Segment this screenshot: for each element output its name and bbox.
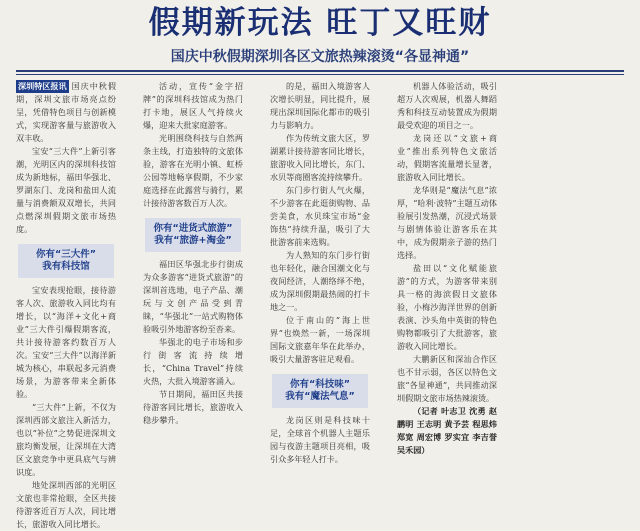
reporter-credit: （记者 叶志卫 沈勇 赵鹏明 王志明 黄予芸 程思炜 郑宽 周宏博 罗实宜 李吉誉 吴禾园） [397, 406, 497, 455]
body-paragraph: 为人熟知的东门步行街也年轻化，融合国潮文化与夜间经济，人潮络绎不绝，成为深圳假期最热闹的打卡地之一。 [270, 250, 370, 312]
article-column-2 [143, 80, 243, 425]
callout-line: 你有“三大件” [36, 249, 96, 260]
body-paragraph: 作为传统文旅大区，罗湖累计接待游客同比增长，旅游收入同比增长，东门、水贝等商圈客流持续攀升。 [270, 133, 370, 182]
body-paragraph: 地处深圳西部的光明区文旅也非常抢眼，全区共接待游客近百万人次，同比增长，旅游收入同比增长。 [16, 480, 116, 529]
body-paragraph: 节日期间，福田区共接待游客同比增长，旅游收入稳步攀升。 [143, 389, 243, 425]
body-paragraph: 机器人体验活动，吸引超万人次观展，机器人舞蹈秀和科技互动装置成为假期最受欢迎的项目之一。 [397, 81, 497, 130]
callout-line: 你有“科技味” [290, 379, 350, 390]
body-paragraph: 华强北的电子市场和步行街客流持续增长，“China Travel”持续火热，大批入境游客涌入。 [143, 337, 243, 386]
article-column-3 [270, 80, 370, 464]
body-paragraph: 活动，宣传“金字招牌”的深圳科技馆成为热门打卡地，展区人气持续火爆，迎来大批家庭游客。 [143, 81, 243, 130]
callout-line: 我有科技馆 [42, 261, 90, 272]
lead-paragraph [16, 80, 116, 145]
body-paragraph: 盐田以“文化赋能旅游”的方式，为游客带来别具一格的海滨假日文旅体验，小梅沙海洋世界的创新表演、沙头角中英街的特色购物都吸引了大批游客，旅游收入同比增长。 [397, 263, 497, 351]
divider-rule [16, 70, 624, 72]
body-paragraph: 位于南山的“海上世界”也焕然一新，一场深圳国际文旅嘉年华在此举办，吸引大量游客驻足观看。 [270, 315, 370, 364]
callout-line: 我有“旅游+淘金” [154, 235, 232, 246]
divider-rule-thin [16, 74, 624, 75]
body-paragraph: 宝安“三大件”上新引客潮，光明区内的深圳科技馆成为新地标，福田华强北、罗湖东门、龙岗和盐田人流量与消费额双双增长，共同点燃深圳假期文旅市场热度。 [16, 146, 116, 234]
lead-text: 国庆中秋假期，深圳文旅市场亮点纷呈，凭借特色项目与创新模式，实现游客量与旅游收入双丰收。 [16, 81, 116, 143]
body-paragraph: 龙岗还以“文旅+商业”推出系列特色文旅活动，假期客流量增长显著，旅游收入同比增长。 [397, 133, 497, 182]
section-heading-callout [18, 244, 114, 278]
article-column-1 [16, 80, 116, 529]
body-paragraph: 龙岗区则是科技味十足，全球首个机器人主题乐园与夜游主题项目亮相，吸引众多年轻人打卡。 [270, 415, 370, 464]
dateline-badge: 深圳特区报讯 [18, 81, 67, 91]
body-paragraph: “三大件”上新，不仅为深圳西部文旅注入新活力，也以“补位”之势促进深圳文旅均衡发展，让深圳在大湾区文旅竞争中更具底气与辨识度。 [16, 402, 116, 477]
callout-line: 你有“进货式旅游” [153, 223, 233, 234]
callout-line: 我有“魔法气息” [285, 391, 355, 402]
body-paragraph: 福田区华强北步行街成为众多游客“进货式旅游”的深圳首选地，电子产品、潮玩与文创产品受到青睐，“华强北”一站式购物体验吸引外地游客纷至沓来。 [143, 259, 243, 334]
headline: 假期新玩法 旺丁又旺财 [148, 5, 492, 41]
body-paragraph: 龙华则是“魔法气息”浓厚，“哈利·波特”主题互动体验展引发热潮，沉浸式场景与剧情体验让游客乐在其中，成为假期亲子游的热门选择。 [397, 185, 497, 260]
body-paragraph: 光明围绕科技与自然两条主线，打造独特的文旅体验，游客在光明小镇、虹桥公园等地畅享假期，不少家庭选择在此露营与骑行，累计接待游客数百万人次。 [143, 133, 243, 208]
section-heading-callout [272, 374, 368, 408]
body-paragraph: 宝安表现抢眼，接待游客人次、旅游收入同比均有增长，以“海洋+文化+商业”三大件引爆假期客流，共计接待游客约数百万人次。宝安“三大件”以海洋新城为核心，串联起多元消费场景，为游客带来全新体验。 [16, 285, 116, 399]
body-paragraph: 的是，福田入境游客人次增长明显，同比提升，展现出深圳国际化都市的吸引力与影响力。 [270, 81, 370, 130]
body-paragraph: 东门步行街人气火爆，不少游客在此逛街购物、品尝美食，水贝珠宝市场“金饰热”持续升温，吸引了大批游客前来选购。 [270, 185, 370, 247]
subheadline: 国庆中秋假期深圳各区文旅热辣滚烫“各显神通” [170, 49, 470, 65]
body-paragraph: 大鹏新区和深汕合作区也不甘示弱，各区以特色文旅“各显神通”，共同推动深圳假期文旅市场热辣滚烫。 [397, 354, 497, 403]
section-heading-callout [145, 218, 241, 252]
article-column-4 [397, 80, 497, 455]
